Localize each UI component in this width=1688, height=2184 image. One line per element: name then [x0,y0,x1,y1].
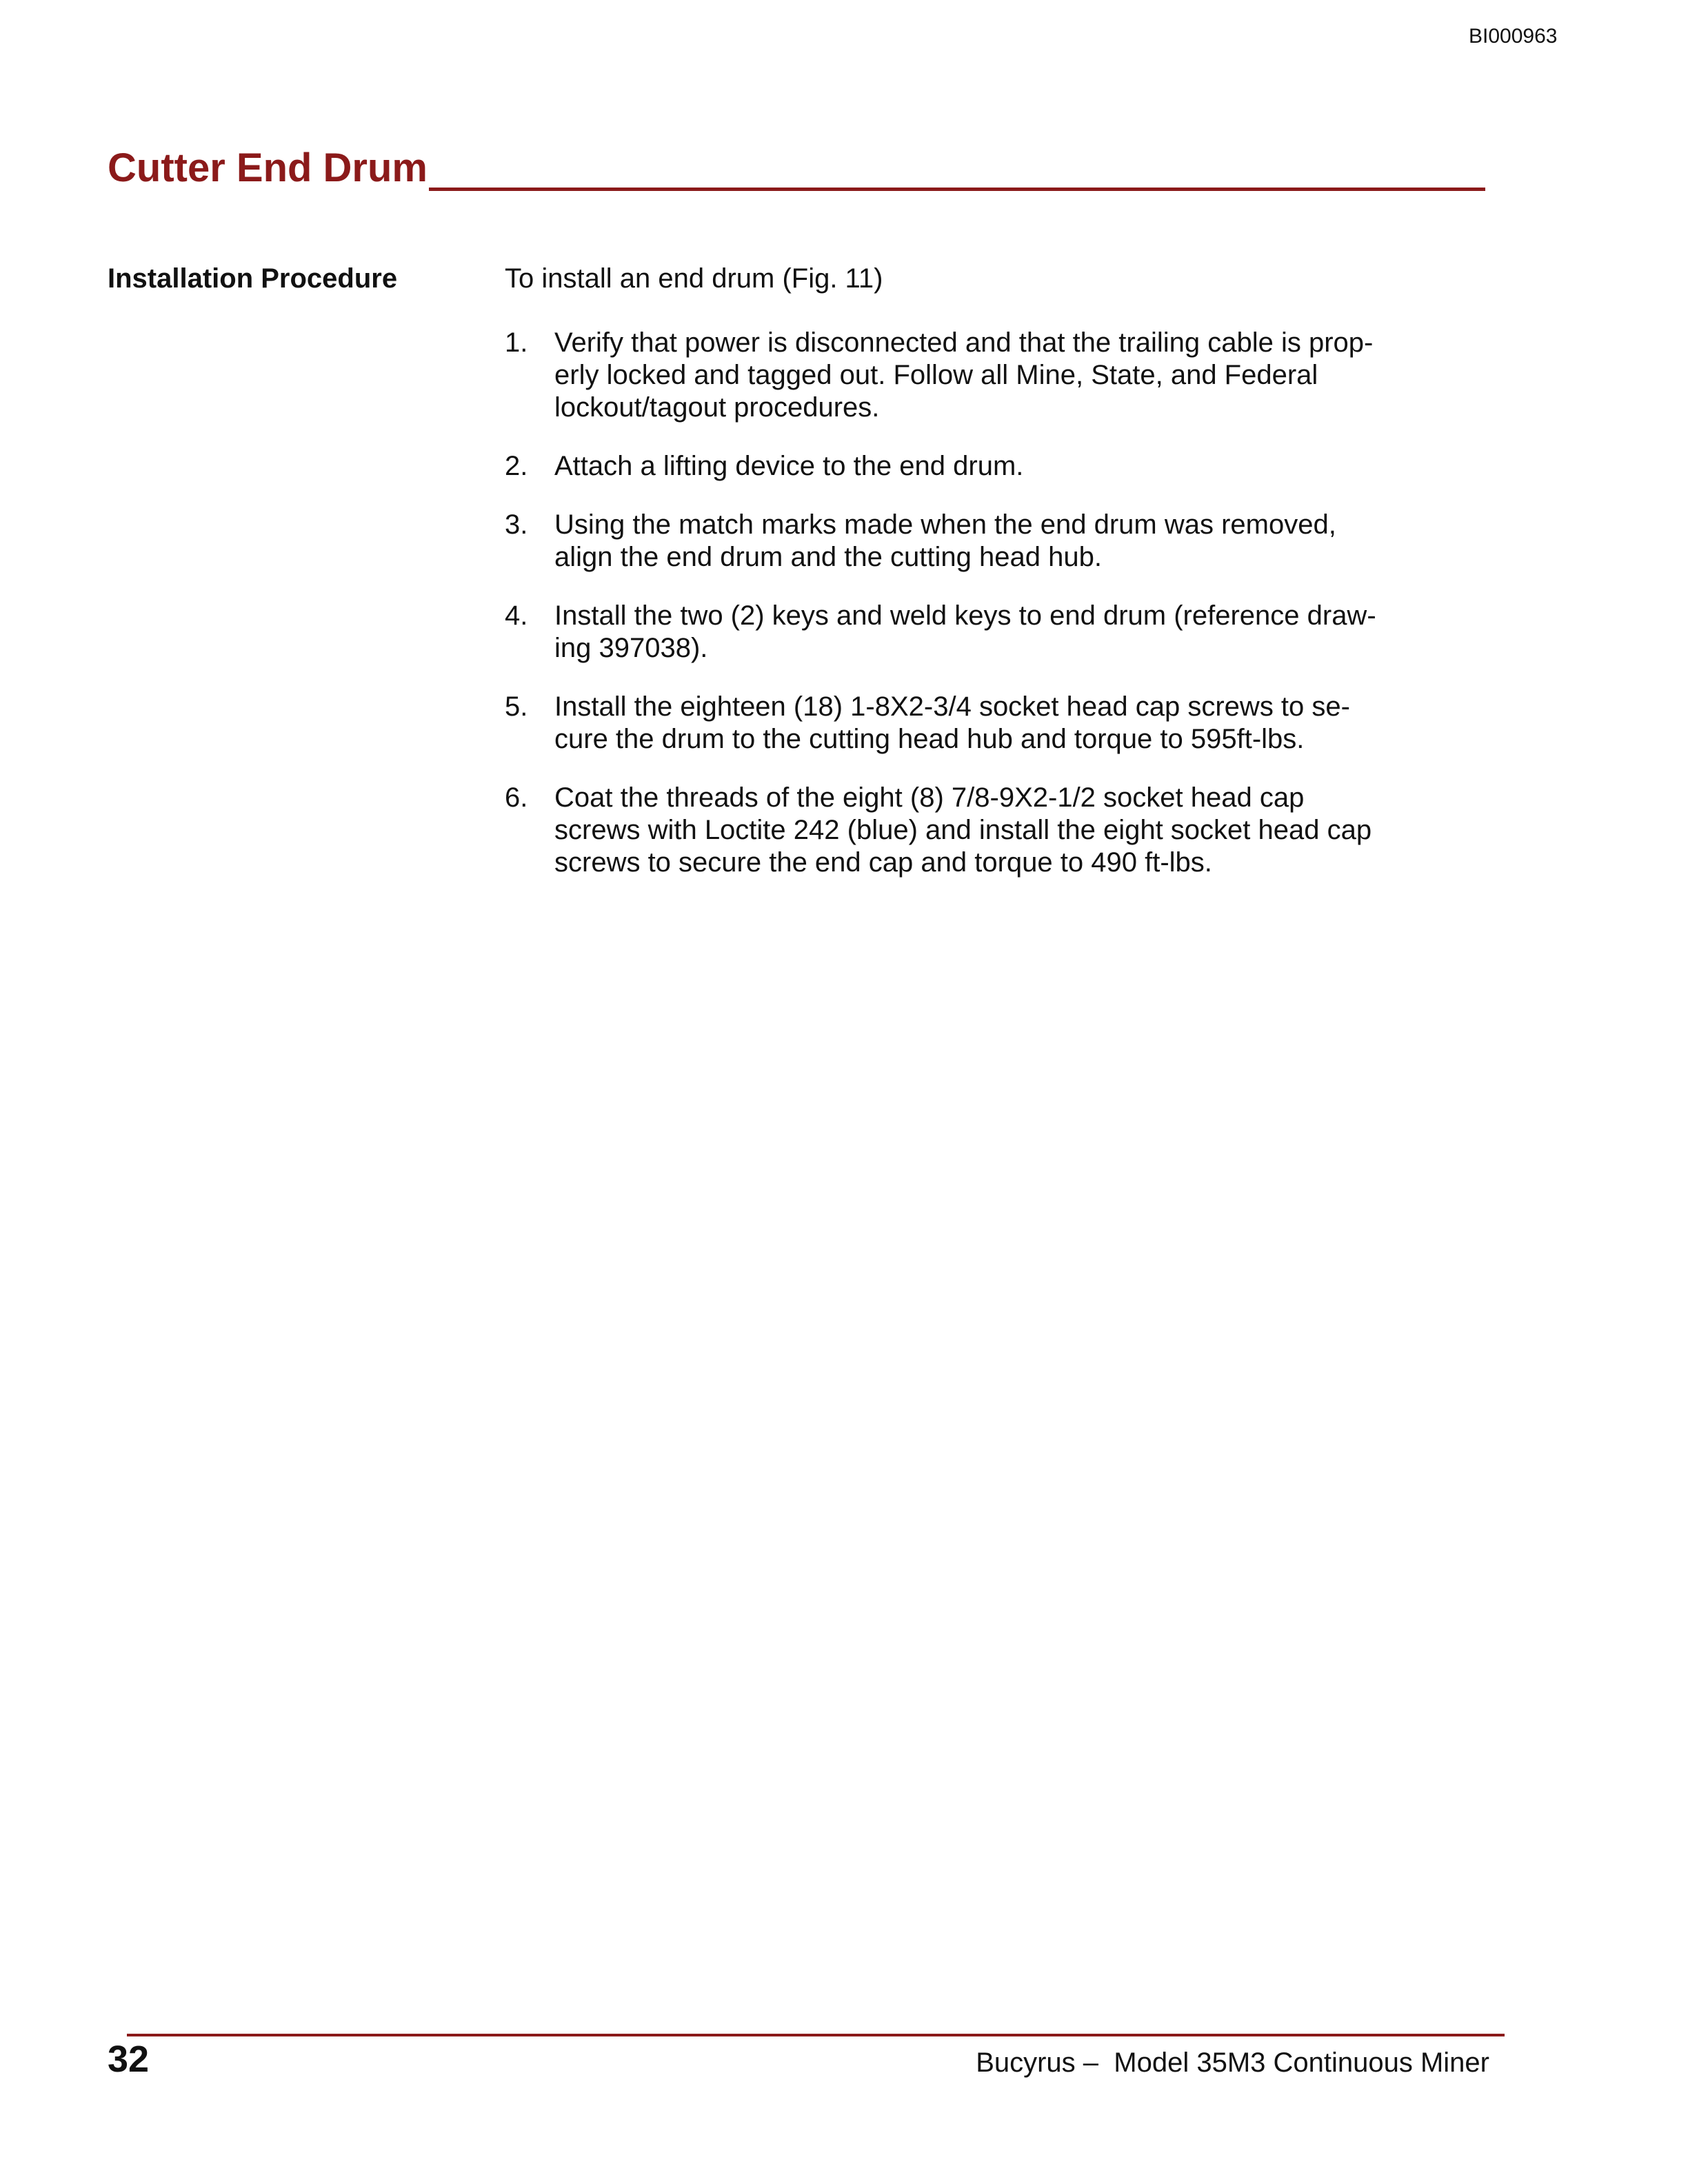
step-text-line: Install the two (2) keys and weld keys to end drum (reference draw- [554,600,1376,631]
step-number: 1. [505,327,528,358]
procedure-heading: Installation Procedure [108,263,398,294]
section-title: Cutter End Drum [108,145,428,190]
step-number: 3. [505,509,528,540]
step-text [554,327,1387,424]
step-text-line: align the end drum and the cutting head hub. [554,542,1102,572]
step-text-line: Verify that power is disconnected and that the trailing cable is prop- [554,327,1374,358]
footer-rule [127,2034,1505,2036]
step-text-line: Install the eighteen (18) 1-8X2-3/4 socket head cap screws to se- [554,691,1350,722]
step-text: Attach a lifting device to the end drum. [554,451,1024,481]
procedure-step [505,600,1387,665]
title-underline [429,188,1485,191]
step-text-line: erly locked and tagged out. Follow all Mine, State, and Federal [554,360,1318,390]
step-text [554,782,1387,879]
procedure-step [505,450,1387,483]
procedure-intro: To install an end drum (Fig. 11) [505,263,883,294]
step-text [554,691,1387,756]
step-number: 6. [505,782,528,813]
document-id: BI000963 [1469,25,1558,48]
step-text-line: ing 397038). [554,633,708,663]
footer-title: Bucyrus – Model 35M3 Continuous Miner [976,2048,1489,2078]
procedure-step [505,509,1387,574]
step-number: 5. [505,691,528,722]
step-text [554,509,1387,574]
step-text [554,600,1387,665]
step-text-line: lockout/tagout procedures. [554,392,880,423]
step-number: 2. [505,451,528,481]
step-number: 4. [505,600,528,631]
procedure-steps [505,327,1387,905]
step-text-line: screws to secure the end cap and torque to 490 ft-lbs. [554,847,1212,878]
step-text-line: screws with Loctite 242 (blue) and install the eight socket head cap [554,815,1372,845]
procedure-step [505,691,1387,756]
page-number: 32 [108,2039,150,2080]
step-text-line: Using the match marks made when the end drum was removed, [554,509,1336,540]
step-text-line: cure the drum to the cutting head hub and torque to 595ft-lbs. [554,724,1305,754]
section-title-row [108,145,1485,197]
procedure-step [505,782,1387,879]
procedure-step [505,327,1387,424]
step-text-line: Coat the threads of the eight (8) 7/8-9X2-1/2 socket head cap [554,782,1305,813]
